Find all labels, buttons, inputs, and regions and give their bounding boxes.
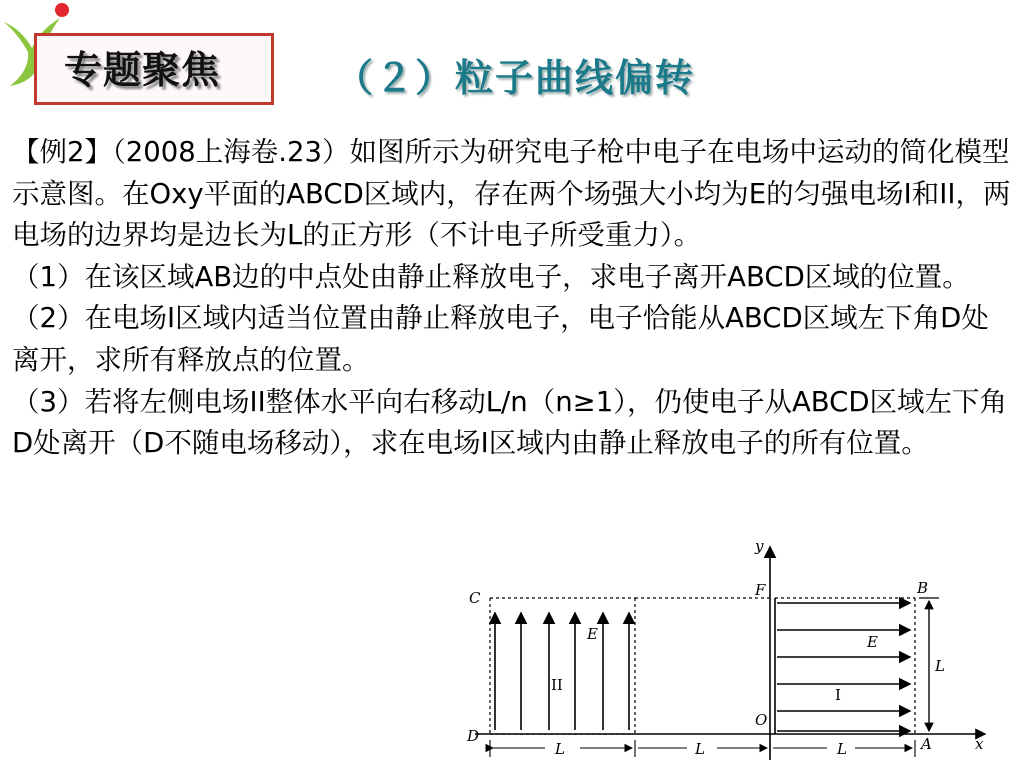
label-o: O — [755, 711, 768, 729]
field-i-arrows — [777, 603, 910, 731]
label-y: y — [755, 537, 764, 555]
question-3: （3）若将左侧电场II整体水平向右移动L/n（n≥1），仍使电子从ABCD区域左下角D处离开（D不随电场移动），求在电场I区域内由静止释放电子的所有位置。 — [12, 385, 1008, 460]
problem-text — [12, 132, 1012, 465]
question-1: （1）在该区域AB边的中点处由静止释放电子，求电子离开ABCD区域的位置。 — [12, 260, 970, 293]
label-l-side: L — [935, 657, 945, 675]
label-a: A — [921, 735, 932, 753]
label-c: C — [469, 589, 481, 607]
label-e-left: E — [587, 625, 598, 643]
label-x: x — [975, 735, 984, 753]
label-f: F — [755, 581, 766, 599]
label-field-i: I — [835, 686, 841, 704]
label-b: B — [917, 579, 929, 597]
label-e-right: E — [867, 633, 878, 651]
problem-intro: 【例2】（2008上海卷.23）如图所示为研究电子枪中电子在电场中运动的简化模型示意图。在Oxy平面的ABCD区域内，存在两个场强大小均为E的匀强电场I和II，两电场的边界均是边长为L的正方形（不计电子所受重力）。 — [12, 136, 1011, 252]
field-ii-region — [490, 598, 635, 734]
page-title: （２）粒子曲线偏转 — [335, 56, 696, 100]
label-l2: L — [695, 740, 705, 758]
label-field-ii: II — [551, 676, 563, 694]
field-diagram — [455, 535, 1015, 763]
label-l3: L — [837, 740, 847, 758]
question-2: （2）在电场I区域内适当位置由静止释放电子，电子恰能从ABCD区域左下角D处离开，求所有释放点的位置。 — [12, 302, 989, 376]
label-l1: L — [555, 740, 565, 758]
topic-badge: 专题聚焦 — [64, 48, 221, 92]
label-d: D — [467, 727, 480, 745]
field-ii-arrows — [495, 613, 629, 730]
